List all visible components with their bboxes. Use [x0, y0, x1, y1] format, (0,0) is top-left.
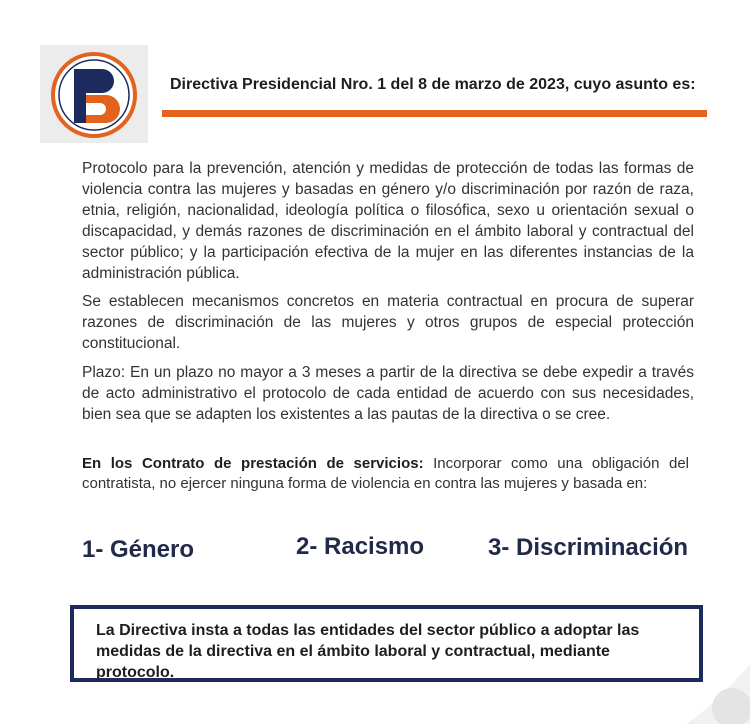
document-title: Directiva Presidencial Nro. 1 del 8 de marzo de 2023, cuyo asunto es:	[170, 76, 696, 93]
item-racismo: 2- Racismo	[296, 533, 425, 560]
title-underline	[162, 110, 707, 117]
paragraph-contracts-rest: Incorporar como una obligación del contratista, no ejercer ninguna forma de violencia en contra las mujeres y basada en:	[82, 455, 689, 492]
paragraph-contracts	[82, 454, 689, 494]
paragraph-contracts-lead: En los Contrato de prestación de servicios:	[82, 455, 424, 472]
corner-decoration-icon	[686, 664, 750, 724]
item-discriminacion: 3- Discriminación	[488, 534, 689, 561]
paragraph-mechanisms: Se establecen mecanismos concretos en materia contractual en procura de superar razones de discriminación de las mujeres y otros grupos de especial protección constitucional.	[82, 293, 694, 352]
callout-box	[70, 605, 703, 682]
callout-text: La Directiva insta a todas las entidades del sector público a adoptar las medidas de la directiva en el ámbito laboral y contractual, mediante protocolo.	[96, 622, 640, 681]
logo	[40, 45, 148, 143]
logo-b-icon	[40, 45, 148, 143]
item-genero: 1- Género	[82, 536, 195, 563]
paragraph-protocol: Protocolo para la prevención, atención y medidas de protección de todas las formas de violencia contra las mujeres y basadas en género y/o discriminación por razón de raza, etnia, religión, nacionalidad, ideología política o filosófica, sexo u orientación sexual o discapacidad, y demás razones de discriminación en el ámbito laboral y contractual del sector público; y la participación efectiva de la mujer en las diferentes instancias de la administración pública.	[82, 160, 694, 282]
paragraph-deadline: Plazo: En un plazo no mayor a 3 meses a partir de la directiva se debe expedir a través de acto administrativo el protocolo de cada entidad de acuerdo con sus necesidades, bien sea que se adapten los existentes a las pautas de la directiva o se cree.	[82, 364, 694, 423]
